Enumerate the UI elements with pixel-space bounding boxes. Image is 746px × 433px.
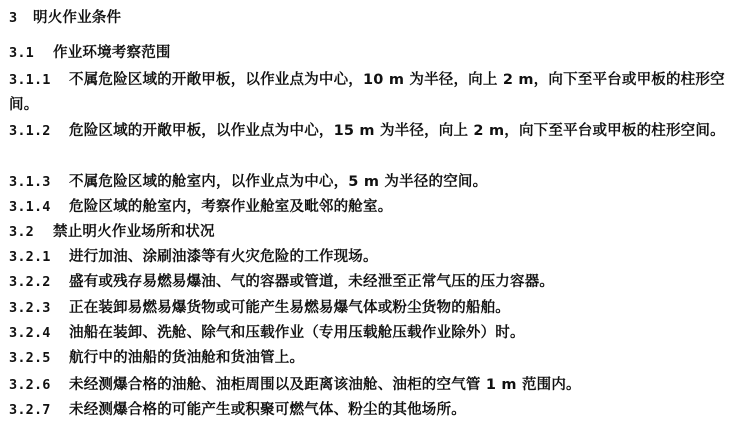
subsection-title: 作业环境考察范围 [53, 45, 171, 61]
clause-number: 3.2.6 [9, 377, 51, 393]
clause-number: 3.2.3 [9, 300, 51, 316]
clause-number: 3.1.1 [9, 72, 51, 88]
clause-paragraph [9, 400, 466, 420]
clause-paragraph [9, 68, 739, 118]
clause-text: 盛有或残存易燃易爆油、气的容器或管道，未经泄至正常气压的压力容器。 [69, 274, 555, 290]
clause-text: 未经测爆合格的可能产生或积聚可燃气体、粉尘的其他场所。 [69, 402, 466, 418]
clause-number: 3.2.5 [9, 350, 51, 366]
clause-number: 3.2.1 [9, 249, 51, 265]
clause-number: 3.1.4 [9, 199, 51, 215]
clause-text: 危险区域的舱室内，考察作业舱室及毗邻的舱室。 [69, 199, 393, 215]
clause-text: 油船在装卸、洗舱、除气和压载作业（专用压载舱压载作业除外）时。 [69, 325, 525, 341]
clause-paragraph [9, 272, 554, 292]
clause-text: 进行加油、涂刷油漆等有火灾危险的工作现场。 [69, 249, 378, 265]
subsection-heading [9, 43, 171, 63]
clause-text: 未经测爆合格的油舱、油柜周围以及距离该油舱、油柜的空气管 1 m 范围内。 [69, 377, 581, 393]
clause-paragraph [9, 172, 487, 192]
clause-paragraph [9, 197, 392, 217]
subsection-heading [9, 222, 215, 242]
clause-number: 3.2.2 [9, 274, 51, 290]
clause-paragraph [9, 298, 510, 318]
section-number: 3 [9, 10, 18, 26]
clause-number: 3.2.4 [9, 325, 51, 341]
clause-paragraph [9, 375, 581, 395]
section-title: 明火作业条件 [33, 10, 122, 26]
clause-paragraph [9, 323, 525, 343]
clause-number: 3.1.2 [9, 123, 51, 139]
clause-text: 正在装卸易燃易爆货物或可能产生易燃易爆气体或粉尘货物的船舶。 [69, 300, 510, 316]
clause-number: 3.2.7 [9, 402, 51, 418]
subsection-number: 3.2 [9, 224, 34, 240]
clause-text: 不属危险区域的舱室内，以作业点为中心，5 m 为半径的空间。 [69, 174, 488, 190]
clause-paragraph [9, 119, 739, 144]
clause-paragraph [9, 247, 378, 267]
subsection-title: 禁止明火作业场所和状况 [53, 224, 215, 240]
clause-text: 不属危险区域的开敞甲板，以作业点为中心，10 m 为半径，向上 2 m，向下至平台或甲板的柱形空间。 [9, 72, 725, 113]
clause-text: 航行中的油船的货油舱和货油管上。 [69, 350, 305, 366]
clause-paragraph [9, 348, 304, 368]
subsection-number: 3.1 [9, 45, 34, 61]
clause-number: 3.1.3 [9, 174, 51, 190]
clause-text: 危险区域的开敞甲板，以作业点为中心，15 m 为半径，向上 2 m，向下至平台或甲板的柱形空间。 [69, 123, 725, 139]
section-heading [9, 8, 121, 28]
